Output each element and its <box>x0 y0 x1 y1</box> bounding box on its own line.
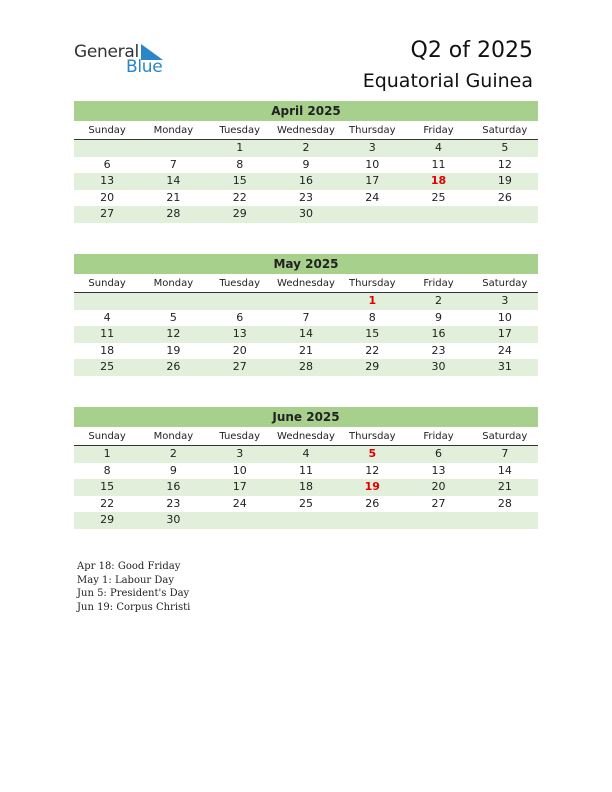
day-cell: 29 <box>365 360 380 373</box>
weekday-label: Friday <box>423 278 454 289</box>
day-cell <box>472 512 538 529</box>
day-cell: 10 <box>232 463 247 477</box>
day-cell <box>405 206 471 223</box>
day-cell: 6 <box>103 157 111 171</box>
logo-text-general: General <box>74 42 139 62</box>
day-cell: 22 <box>365 343 380 357</box>
week-row <box>74 326 538 343</box>
day-cell: 29 <box>232 207 247 220</box>
weekday-header-row <box>74 121 538 140</box>
day-cell: 7 <box>501 447 509 460</box>
month-header: June 2025 <box>74 407 538 427</box>
day-cell: 22 <box>100 496 115 510</box>
day-cell <box>472 206 538 223</box>
day-cell: 4 <box>103 310 111 324</box>
day-cell: 2 <box>302 141 310 154</box>
day-cell: 28 <box>298 360 313 373</box>
day-cell: 3 <box>368 141 376 154</box>
day-cell: 24 <box>497 343 512 357</box>
day-cell <box>339 206 405 223</box>
holiday-note: Jun 19: Corpus Christi <box>77 601 191 613</box>
logo-text-blue: Blue <box>126 57 163 77</box>
holiday-day-cell: 5 <box>368 447 377 460</box>
day-cell: 12 <box>497 157 512 171</box>
week-row <box>74 206 538 223</box>
day-cell <box>74 293 140 310</box>
day-cell: 20 <box>232 343 247 357</box>
week-row <box>74 446 538 463</box>
day-cell: 18 <box>100 343 115 357</box>
day-cell: 5 <box>501 141 509 154</box>
day-cell: 21 <box>298 343 313 357</box>
logo <box>74 42 174 78</box>
day-cell: 16 <box>166 480 181 493</box>
day-cell: 6 <box>236 310 244 324</box>
week-row <box>74 157 538 174</box>
week-row <box>74 479 538 496</box>
day-cell: 14 <box>166 174 181 187</box>
day-cell: 30 <box>166 513 181 526</box>
day-cell <box>140 293 206 310</box>
day-cell: 12 <box>365 463 380 477</box>
day-cell: 20 <box>431 480 446 493</box>
holiday-day-cell: 1 <box>368 294 377 307</box>
week-row <box>74 359 538 376</box>
day-cell: 27 <box>431 496 446 510</box>
day-cell: 28 <box>166 207 181 220</box>
weekday-label: Sunday <box>88 431 126 442</box>
day-cell: 23 <box>431 343 446 357</box>
day-cell: 15 <box>365 327 380 340</box>
day-cell: 26 <box>497 190 512 204</box>
day-cell <box>74 140 140 157</box>
day-cell: 9 <box>302 157 310 171</box>
day-cell: 23 <box>298 190 313 204</box>
day-cell <box>339 512 405 529</box>
week-row <box>74 512 538 529</box>
day-cell: 8 <box>368 310 376 324</box>
day-cell: 30 <box>431 360 446 373</box>
day-cell: 15 <box>100 480 115 493</box>
month-calendar <box>74 254 538 376</box>
day-cell: 11 <box>298 463 313 477</box>
day-cell: 25 <box>431 190 446 204</box>
day-cell: 30 <box>298 207 313 220</box>
month-header: May 2025 <box>74 254 538 274</box>
week-row <box>74 343 538 360</box>
week-row <box>74 310 538 327</box>
day-cell: 25 <box>298 496 313 510</box>
day-cell: 4 <box>435 141 443 154</box>
weekday-label: Monday <box>153 278 194 289</box>
day-cell: 3 <box>501 294 509 307</box>
day-cell: 16 <box>431 327 446 340</box>
day-cell: 18 <box>298 480 313 493</box>
weekday-header-row <box>74 427 538 446</box>
day-cell: 25 <box>100 360 115 373</box>
month-calendar <box>74 101 538 223</box>
day-cell <box>273 293 339 310</box>
day-cell: 5 <box>169 310 177 324</box>
day-cell: 16 <box>298 174 313 187</box>
day-cell: 9 <box>169 463 177 477</box>
page-subtitle: Equatorial Guinea <box>362 70 533 92</box>
day-cell: 15 <box>232 174 247 187</box>
day-cell: 17 <box>497 327 512 340</box>
week-row <box>74 190 538 207</box>
weekday-label: Monday <box>153 125 194 136</box>
week-row <box>74 463 538 480</box>
day-cell: 4 <box>302 447 310 460</box>
day-cell: 24 <box>232 496 247 510</box>
day-cell: 17 <box>365 174 380 187</box>
day-cell: 13 <box>100 174 115 187</box>
day-cell: 21 <box>497 480 512 493</box>
day-cell: 10 <box>497 310 512 324</box>
day-cell: 13 <box>431 463 446 477</box>
day-cell: 23 <box>166 496 181 510</box>
day-cell: 26 <box>365 496 380 510</box>
day-cell <box>207 512 273 529</box>
day-cell: 11 <box>431 157 446 171</box>
weekday-label: Thursday <box>349 431 396 442</box>
day-cell: 14 <box>298 327 313 340</box>
day-cell <box>273 512 339 529</box>
weekday-label: Wednesday <box>277 431 335 442</box>
day-cell: 22 <box>232 190 247 204</box>
day-cell: 19 <box>166 343 181 357</box>
day-cell: 11 <box>100 327 115 340</box>
day-cell: 26 <box>166 360 181 373</box>
week-row <box>74 140 538 157</box>
day-cell: 1 <box>103 447 111 460</box>
weekday-label: Wednesday <box>277 278 335 289</box>
day-cell: 27 <box>232 360 247 373</box>
day-cell: 29 <box>100 513 115 526</box>
weekday-label: Sunday <box>88 278 126 289</box>
day-cell: 9 <box>435 310 443 324</box>
day-cell: 31 <box>497 360 512 373</box>
weekday-label: Saturday <box>482 125 528 136</box>
weekday-label: Monday <box>153 431 194 442</box>
weekday-label: Tuesday <box>219 125 261 136</box>
month-header: April 2025 <box>74 101 538 121</box>
day-cell: 1 <box>236 141 244 154</box>
day-cell: 2 <box>169 447 177 460</box>
page-title: Q2 of 2025 <box>410 38 533 63</box>
day-cell: 28 <box>497 496 512 510</box>
day-cell: 17 <box>232 480 247 493</box>
weekday-header-row <box>74 274 538 293</box>
day-cell: 19 <box>497 174 512 187</box>
day-cell: 10 <box>365 157 380 171</box>
weekday-label: Sunday <box>88 125 126 136</box>
day-cell <box>405 512 471 529</box>
day-cell: 8 <box>236 157 244 171</box>
holiday-note: Jun 5: President's Day <box>77 588 190 599</box>
holiday-notes <box>77 560 190 614</box>
holiday-note: May 1: Labour Day <box>77 574 174 586</box>
day-cell: 2 <box>435 294 443 307</box>
day-cell <box>140 140 206 157</box>
day-cell: 20 <box>100 190 115 204</box>
day-cell: 24 <box>365 190 380 204</box>
day-cell: 13 <box>232 327 247 340</box>
day-cell: 7 <box>302 310 310 324</box>
weekday-label: Tuesday <box>219 431 261 442</box>
day-cell: 14 <box>497 463 512 477</box>
week-row <box>74 496 538 513</box>
day-cell: 6 <box>435 447 443 460</box>
weekday-label: Thursday <box>349 278 396 289</box>
holiday-day-cell: 18 <box>430 174 447 187</box>
holiday-day-cell: 19 <box>364 480 380 493</box>
day-cell: 12 <box>166 327 181 340</box>
day-cell: 8 <box>103 463 111 477</box>
holiday-note: Apr 18: Good Friday <box>77 561 181 572</box>
day-cell: 27 <box>100 207 115 220</box>
weekday-label: Friday <box>423 125 454 136</box>
weekday-label: Saturday <box>482 278 528 289</box>
weekday-label: Friday <box>423 431 454 442</box>
weekday-label: Thursday <box>349 125 396 136</box>
week-row <box>74 173 538 190</box>
day-cell <box>207 293 273 310</box>
weekday-label: Wednesday <box>277 125 335 136</box>
week-row <box>74 293 538 310</box>
weekday-label: Saturday <box>482 431 528 442</box>
month-calendar <box>74 407 538 529</box>
day-cell: 3 <box>236 447 244 460</box>
day-cell: 21 <box>166 190 181 204</box>
day-cell: 7 <box>169 157 177 171</box>
weekday-label: Tuesday <box>219 278 261 289</box>
